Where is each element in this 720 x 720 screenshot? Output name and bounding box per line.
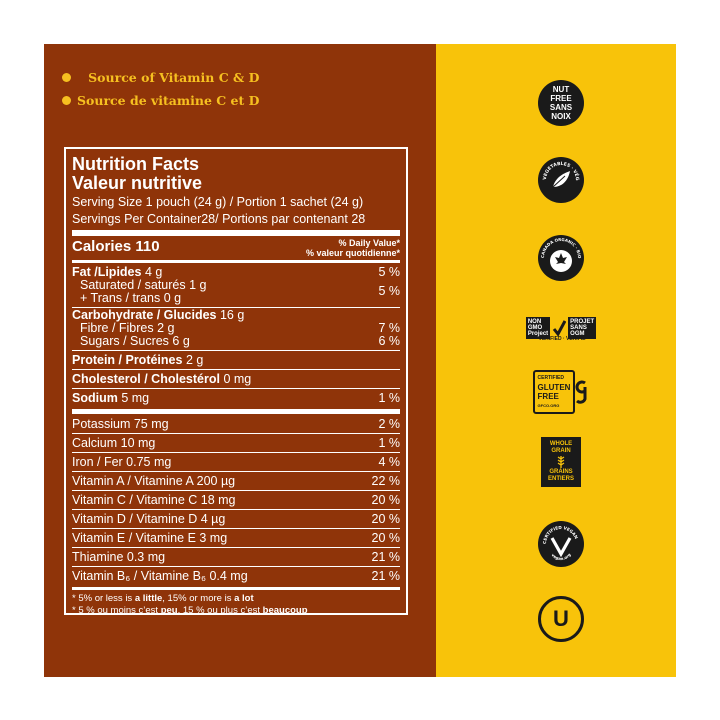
kosher-u-badge-icon: U <box>531 589 591 649</box>
micronutrient-list <box>72 415 400 585</box>
protein-row: Protein / Protéines 2 g <box>72 353 204 367</box>
certified-vegan-badge-icon <box>531 514 591 574</box>
svg-text:vegan.org: vegan.org <box>550 552 572 562</box>
cholesterol-row: Cholesterol / Cholestérol 0 mg <box>72 372 252 386</box>
badge-panel-background <box>436 44 676 677</box>
micro-row: Vitamin C / Vitamine C 18 mg 20 % <box>72 493 400 507</box>
claim-en: Source of Vitamin C & D <box>62 66 259 89</box>
canada-organic-badge-icon <box>531 228 591 288</box>
svg-text:CERTIFIED VEGAN: CERTIFIED VEGAN <box>541 524 579 545</box>
micro-row: Vitamin E / Vitamine E 3 mg 20 % <box>72 531 400 545</box>
micro-row: Vitamin A / Vitamine A 200 µg 22 % <box>72 474 400 488</box>
claim-fr: Source de vitamine C et D <box>62 89 259 112</box>
micro-row: Iron / Fer 0.75 mg 4 % <box>72 455 400 469</box>
svg-text:VEGETABLES · VÉGÉTALE: VEGETABLES · VÉG <box>542 161 580 181</box>
divider-thick <box>72 230 400 236</box>
sodium-row: Sodium 5 mg 1 % <box>72 391 400 405</box>
nut-free-badge-icon: NUT FREE SANS NOIX <box>531 73 591 133</box>
non-gmo-badge-icon: NON GMO Project PROJET SANS OGM <box>527 319 595 337</box>
servings-per-container: Servings Per Container28/ Portions par contenant 28 <box>72 212 366 226</box>
svg-text:CANADA ORGANIC · BIOLOGIQUE: CANADA ORGANIC · BIO <box>539 236 583 259</box>
micro-row: Vitamin B₆ / Vitamine B₆ 0.4 mg 21 % <box>72 569 400 583</box>
title-en: Nutrition Facts <box>72 154 200 174</box>
fibre-row: Fibre / Fibres 2 g 7 % <box>80 321 400 335</box>
title-fr: Valeur nutritive <box>72 173 203 193</box>
sat-trans-row: Saturated / saturés 1 g + Trans / trans 0 g 5 % <box>80 278 400 305</box>
gluten-free-badge-icon: CERTIFIED GLUTEN FREE GFCO.ORG <box>531 362 591 422</box>
nutrition-facts-table <box>64 147 408 615</box>
serving-size: Serving Size 1 pouch (24 g) / Portion 1 sachet (24 g) <box>72 195 364 209</box>
carb-row: Carbohydrate / Glucides 16 g <box>72 308 245 322</box>
sugars-row: Sugars / Sucres 6 g 6 % <box>80 334 400 348</box>
bullet-icon <box>62 73 71 82</box>
divider-thick <box>72 409 400 414</box>
calories-row: Calories 110 % Daily Value* % valeur quotidienne* <box>72 238 400 258</box>
micro-row: Thiamine 0.3 mg 21 % <box>72 550 400 564</box>
nutrient-claims <box>62 66 259 112</box>
daily-value-header: % Daily Value* % valeur quotidienne* <box>305 238 400 258</box>
bullet-icon <box>62 96 71 105</box>
whole-grain-stamp-icon: WHOLE GRAIN GRAINS ENTIERS <box>531 432 591 492</box>
micro-row: Potassium 75 mg 2 % <box>72 417 400 431</box>
footnote: * 5% or less is a little, 15% or more is a lot * 5 % ou moins c’est peu, 15 % ou plus c’est beaucoup <box>72 593 308 616</box>
divider-mid <box>72 260 400 263</box>
micro-row: Calcium 10 mg 1 % <box>72 436 400 450</box>
micro-row: Vitamin D / Vitamine D 4 µg 20 % <box>72 512 400 526</box>
non-gmo-verified: VERIFIED · VÉRIFIÉ <box>538 336 586 342</box>
fat-row: Fat /Lipides 4 g 5 % <box>72 265 400 279</box>
vegetable-leaf-badge-icon <box>531 150 591 210</box>
